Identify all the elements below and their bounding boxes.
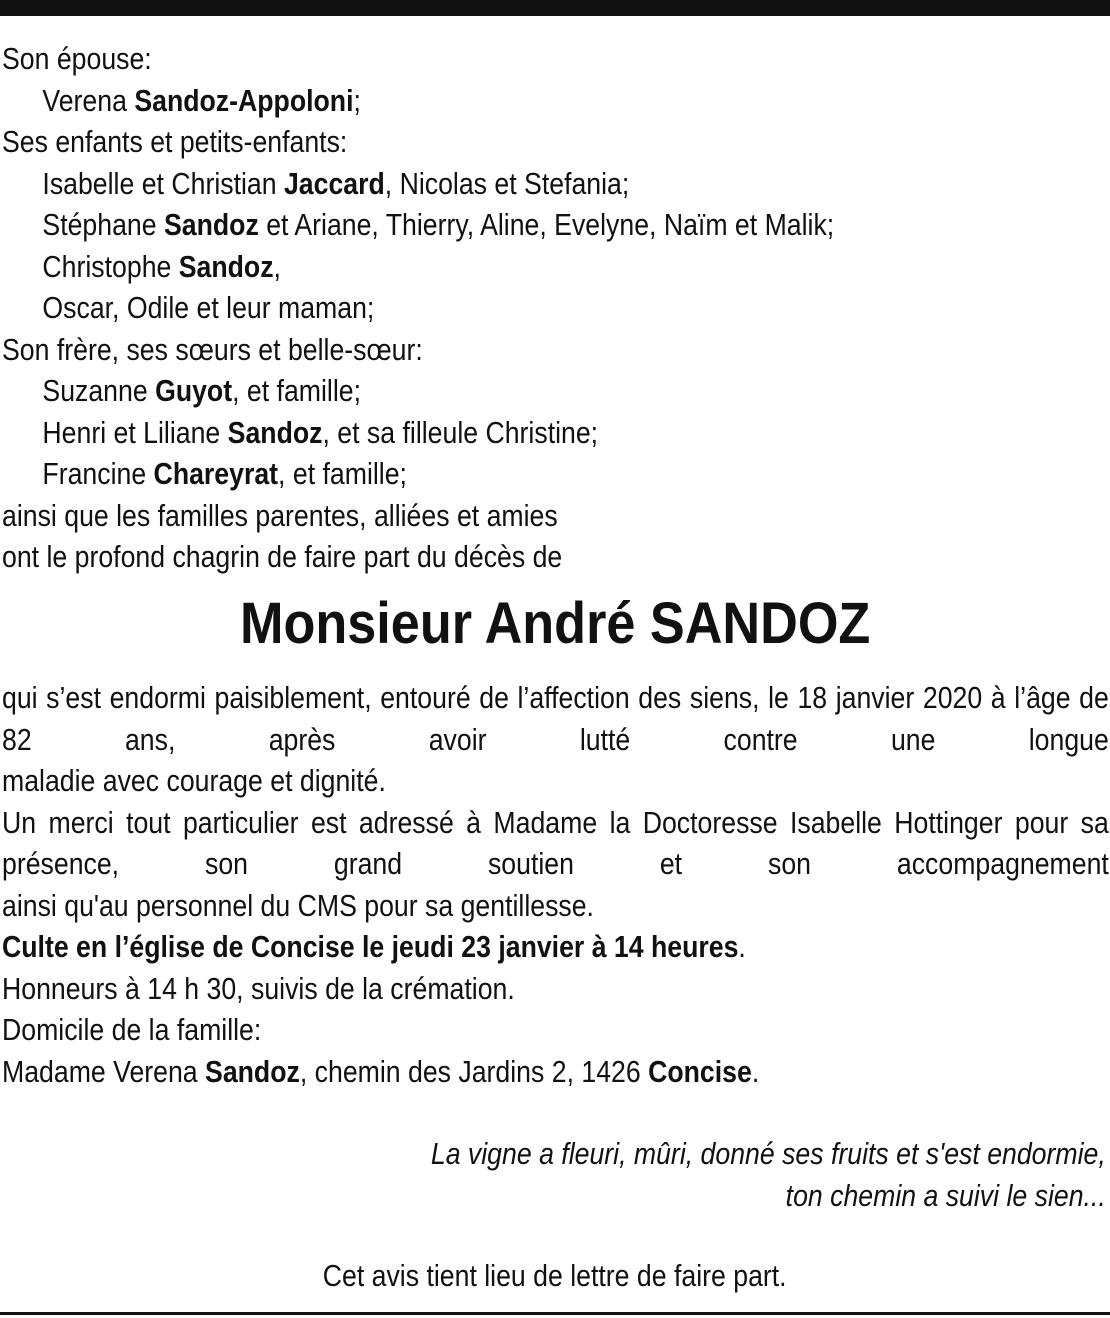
children-label: Ses enfants et petits-enfants: (2, 124, 348, 159)
thanks-paragraph: Un merci tout particulier est adressé à Madame la Doctoresse Isabelle Hottinger pour sa présence, son grand soutien et son accompagnement (2, 804, 1109, 881)
child-line-2 (2, 204, 1108, 246)
surname: Sandoz (163, 207, 259, 242)
text: Henri et Liliane (42, 414, 228, 450)
text: Suzanne (42, 373, 156, 408)
text: , chemin des Jardins 2, 1426 (299, 1053, 649, 1089)
child-line-3 (2, 246, 1108, 288)
details-section (2, 677, 1109, 1092)
text: Christophe (42, 248, 179, 284)
text: Isabelle et Christian (42, 165, 284, 201)
family-section (2, 38, 1108, 578)
passing-paragraph-end: maladie avec courage et dignité. (2, 763, 386, 798)
spouse-line (2, 80, 1108, 122)
spouse-surname: Sandoz-Appoloni (134, 82, 354, 118)
text: Stéphane (42, 207, 164, 242)
footer-note (0, 1255, 1110, 1297)
text: , et famille; (232, 373, 362, 408)
surname: Guyot (155, 373, 233, 408)
sibling-line-1 (2, 370, 1108, 412)
announcement-line: ont le profond chagrin de faire part du décès de (2, 539, 563, 574)
deceased-name-heading (0, 588, 1110, 660)
text: , et famille; (278, 456, 407, 491)
address-line (2, 1051, 1109, 1093)
surname: Sandoz (178, 248, 274, 284)
child-line-4: Oscar, Odile et leur maman; (42, 290, 375, 325)
thanks-paragraph-end: ainsi qu'au personnel du CMS pour sa gentillesse. (2, 887, 594, 923)
domicile-label: Domicile de la famille: (2, 1012, 262, 1047)
service-line (2, 926, 1109, 968)
town: Concise (648, 1053, 752, 1089)
bottom-border-rule (0, 1312, 1110, 1315)
sibling-line-3 (2, 453, 1108, 495)
sibling-line-2 (2, 412, 1108, 454)
quote-line-2: ton chemin a suivi le sien... (785, 1177, 1106, 1213)
text: Madame Verena (2, 1053, 206, 1089)
surname: Jaccard (283, 165, 385, 201)
punctuation: . (738, 929, 746, 964)
surname: Sandoz (205, 1053, 300, 1089)
epitaph-quote (431, 1133, 1106, 1216)
spouse-label: Son épouse: (2, 41, 152, 76)
honours-line: Honneurs à 14 h 30, suivis de la crémation. (2, 970, 515, 1006)
punctuation: ; (353, 82, 361, 118)
text: , Nicolas et Stefania; (384, 165, 630, 201)
text: et Ariane, Thierry, Aline, Evelyne, Naïm et Malik; (258, 207, 835, 242)
punctuation: . (751, 1053, 760, 1089)
top-border-rule (0, 0, 1110, 16)
service-details: Culte en l’église de Concise le jeudi 23 janvier à 14 heures (2, 929, 739, 964)
passing-paragraph: qui s’est endormi paisiblement, entouré de l’affection des siens, le 18 janvier 2020 à l’âge de 82 ans, après avoir lutté contre une longue (2, 680, 1109, 757)
surname: Sandoz (227, 414, 323, 450)
text: , (273, 248, 281, 284)
deceased-name: Monsieur André SANDOZ (239, 591, 871, 656)
text: , et sa filleule Christine; (322, 414, 599, 450)
surname: Chareyrat (153, 456, 279, 491)
quote-line-1: La vigne a fleuri, mûri, donné ses fruits et s'est endormie, (431, 1136, 1106, 1171)
extended-family-line: ainsi que les familles parentes, alliées et amies (2, 497, 558, 533)
footer-text: Cet avis tient lieu de lettre de faire part. (323, 1258, 787, 1293)
siblings-label: Son frère, ses sœurs et belle-sœur: (2, 331, 423, 367)
spouse-first-name: Verena (42, 82, 135, 118)
child-line-1 (2, 163, 1108, 205)
text: Francine (42, 456, 154, 491)
